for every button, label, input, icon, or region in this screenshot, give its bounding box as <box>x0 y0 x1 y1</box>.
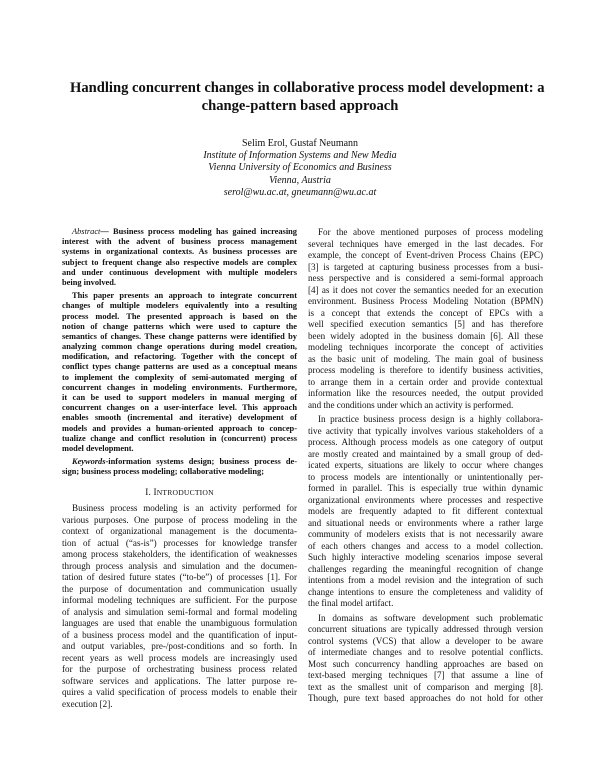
body-line: intentions from a model revision and the integration of such <box>308 575 543 585</box>
abstract-line: and under continuous development with multiple modelers <box>62 267 297 277</box>
author-names: Selim Erol, Gustaf Neumann <box>241 138 359 149</box>
body-line: tive activity that typically involves various stakeholders of a <box>308 425 543 436</box>
author-block <box>100 138 500 199</box>
body-line: [3] is targeted at capturing business processes from a busi- <box>308 261 543 272</box>
abstract-line: process model. The presented approach is based on the <box>62 311 297 321</box>
body-line: through process analysis and simulation and the documen- <box>62 560 297 571</box>
body-line: Most such concurrency handling approaches are based on <box>308 658 543 669</box>
abstract-line: notion of change patterns which were used to capture the <box>62 321 297 331</box>
affiliation-university: Vienna University of Economics and Business <box>208 162 392 174</box>
body-line: For the above mentioned purposes of process modeling <box>318 227 543 237</box>
body-line: formed in parallel. This is especially true within dynamic <box>308 483 543 493</box>
keywords-line: sign; business process modeling; collaborative modeling; <box>62 467 265 477</box>
abstract-label: Abstract <box>72 227 101 236</box>
body-line: and situational needs or environments where a rather large <box>308 517 543 528</box>
body-line: of analysis and simulation semi-formal and formal modeling <box>62 606 297 617</box>
paper-title <box>70 79 545 115</box>
body-line: In practice business process design is a highly collabora- <box>318 414 543 424</box>
body-line: for the purpose of orchestrating business process related <box>62 664 297 674</box>
abstract-line: being involved. <box>62 277 116 287</box>
body-line: text as the smallest unit of comparison and merging [8]. <box>308 681 543 692</box>
body-line: execution [2]. <box>62 698 113 709</box>
body-line: process. Although process models as one category of output <box>308 437 543 447</box>
abstract-line: concurrent changes in modeling environments. Furthermore, <box>62 382 297 392</box>
body-line: of each others changes and access to a model collection. <box>308 540 543 551</box>
body-line: recent years as well process models are increasingly used <box>62 652 297 663</box>
body-line: community of modelers exists that is not necessarily aware <box>308 529 543 539</box>
affiliation-location: Vienna, Austria <box>269 174 331 186</box>
body-line: Such highly interactive modeling scenarios impose several <box>308 552 543 562</box>
body-line: Though, pure text based approaches do not hold for other <box>308 693 543 703</box>
body-line: change intentions to ensure the completeness and validity of <box>308 586 543 597</box>
body-line: the final model artifact. <box>308 598 394 608</box>
abstract-line: semantics of changes. These change patterns were identified by <box>62 331 297 341</box>
introduction-paragraph-1 <box>62 503 297 710</box>
body-line: and the conditions under which an activity is performed. <box>308 399 514 410</box>
body-line: languages are used that enable the unambiguous formulation <box>62 618 297 628</box>
body-line: quires a valid specification of process models to enable their <box>62 687 297 697</box>
section-title-rest: NTRODUCTION <box>156 487 214 497</box>
body-line: challenges regarding the meaningful recognition of change <box>308 563 543 574</box>
body-line: of a business process model and the quantification of input- <box>62 629 297 640</box>
author-emails: serol@wu.ac.at, gneumann@wu.ac.at <box>223 186 377 198</box>
body-line: various purposes. One purpose of process modeling in the <box>62 514 297 525</box>
body-line: informal modeling techniques are sufficient. For the purpose <box>62 595 297 605</box>
body-line: among process stakeholders, the identification of weaknesses <box>62 549 297 559</box>
abstract-line: systems in organizational contexts. As business processes are <box>62 247 297 257</box>
body-line: to arrange them in a certain order and provide contextual <box>308 376 543 387</box>
body-line: information like the resources needed, the output provided <box>308 388 543 398</box>
body-line: [4] as it does not cover the semantics needed for an execution <box>308 284 543 295</box>
abstract-line: subject to frequent change also respective models are complex <box>62 257 297 267</box>
abstract <box>62 227 297 288</box>
abstract-line: interest with the advent of business process management <box>62 237 297 247</box>
body-line: ness perspective and is considered a semi-formal approach <box>308 273 543 283</box>
abstract-line: it can be used to support modelers in manual merging of <box>62 393 297 402</box>
abstract-line: conflict types change patterns are used as a conceptual means <box>62 362 297 372</box>
abstract-line: model development. <box>62 443 134 453</box>
body-line: been widely adopted in the business domain [6]. All these <box>308 330 543 341</box>
body-line: Business process modeling is an activity performed for <box>72 503 297 513</box>
body-line: software services and applications. The latter purpose re- <box>62 675 297 686</box>
body-line: example, the concept of Event-driven Process Chains (EPC) <box>308 250 543 260</box>
body-line: concurrent situations are typically addressed through version <box>308 624 543 634</box>
body-line: control systems (VCS) that allow a developer to be aware <box>308 635 543 646</box>
affiliation-institute: Institute of Information Systems and New Media <box>203 150 397 162</box>
abstract-line: models and provides a human-oriented approach to concep- <box>62 423 297 433</box>
body-line: environment. Business Process Modeling Notation (BPMN) <box>308 296 543 306</box>
body-line: icated experts, situations are likely to occur where changes <box>308 460 543 470</box>
body-line: are mostly created and maintained by a small group of ded- <box>308 448 543 459</box>
keywords <box>62 457 297 477</box>
abstract-line: enables smooth (incremental and iterative) development of <box>62 413 297 423</box>
abstract-line: modification, and refactoring. Together with the concept of <box>62 352 297 362</box>
body-line: modeling techniques incorporate the concept of activities <box>308 342 543 352</box>
abstract-line: changes of multiple modelers equivalently into a resulting <box>62 301 297 311</box>
body-line: of intermediate changes and to resolve potential conflicts. <box>308 647 543 657</box>
abstract-line: analyzing common change operations during model creation, <box>62 342 297 352</box>
title-line-2: change-pattern based approach <box>201 98 399 114</box>
abstract-line: concurrent changes on a user-interface level. This approach <box>62 403 297 413</box>
body-line: tation of desired future states (“to-be”) of processes [1]. For <box>62 572 297 582</box>
body-line: is a concept that extends the concept of EPCs with a <box>308 307 543 318</box>
body-line: In domains as software development such problematic <box>318 612 543 623</box>
abstract-line: tualize change and conflict resolution in (concurrent) process <box>62 433 297 443</box>
keywords-label: Keywords <box>72 457 106 467</box>
left-column <box>62 227 297 713</box>
body-line: tion of actual (“as-is”) processes for knowledge transfer <box>62 537 297 548</box>
right-paragraph-3 <box>308 613 543 705</box>
body-line: the purpose of documentation and communication usually <box>62 583 297 594</box>
keywords-line: Keywords-information systems design; business process de- <box>62 457 297 467</box>
body-line: several techniques have emerged in the last decades. For <box>308 238 543 249</box>
body-line: text-based merging techniques [7] that assume a line of <box>308 670 543 680</box>
body-line: context of organizational management is the documenta- <box>62 526 297 536</box>
section-number: I. <box>145 486 151 497</box>
body-line: models are frequently adapted to fit different contextual <box>308 506 543 516</box>
abstract-line: This paper presents an approach to integrate concurrent <box>72 291 297 301</box>
right-paragraph-2 <box>308 414 543 610</box>
abstract-paragraph-2 <box>62 291 297 454</box>
body-line: and output variables, pre-/post-conditions and so forth. In <box>62 641 297 651</box>
abstract-line: to implement the complexity of semi-automated merging of <box>62 372 297 382</box>
body-line: as the basic unit of modeling. The main goal of business <box>308 353 543 364</box>
body-line: well specified execution semantics [5] and has therefore <box>308 319 543 329</box>
right-column <box>308 227 543 708</box>
body-line: process modeling is therefore to identify business activities, <box>308 365 543 375</box>
abstract-line: Abstract— Business process modeling has gained increasing <box>62 227 297 237</box>
section-title-initial: I <box>153 486 157 497</box>
body-line: organizational environments where processes and respective <box>308 494 543 505</box>
body-line: to process models are intentionally or unintentionally per- <box>308 471 543 482</box>
section-heading-introduction <box>62 487 297 499</box>
title-line-1: Handling concurrent changes in collaborative process model development: a <box>70 80 545 96</box>
right-paragraph-1 <box>308 227 543 411</box>
